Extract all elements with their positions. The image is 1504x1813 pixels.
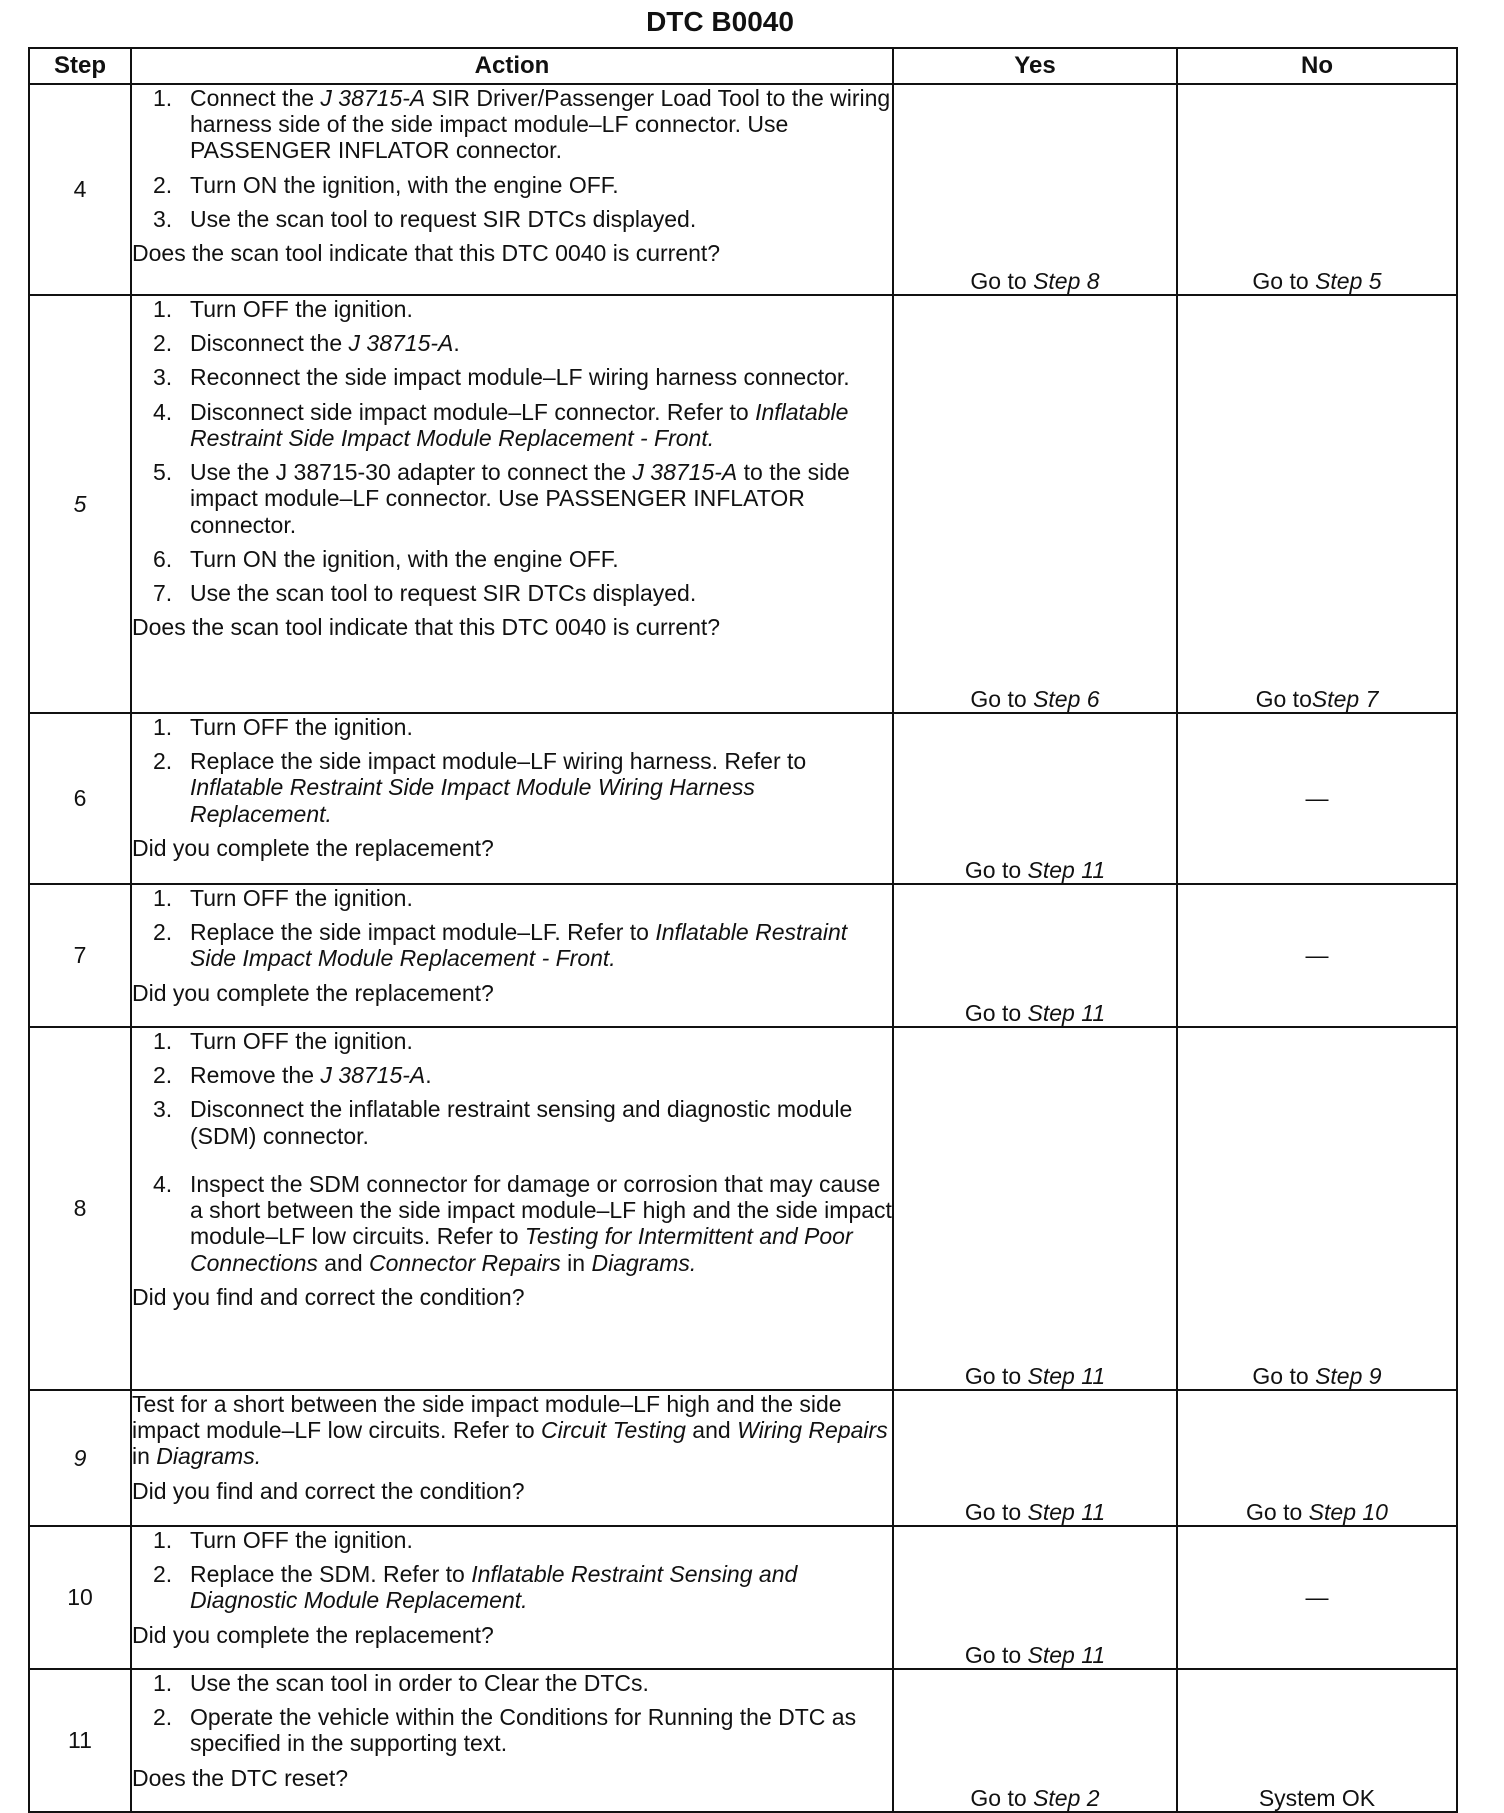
action-text: Disconnect the inflatable restraint sensing and diagnostic module (SDM) connector. [190, 1096, 853, 1149]
action-text: in [132, 1443, 157, 1470]
yes-cell [893, 884, 1177, 1027]
no-target: Step 9 [1315, 1362, 1382, 1389]
step-item-number: 3. [153, 205, 173, 232]
action-step [132, 1096, 892, 1148]
action-text: Reconnect the side impact module–LF wiring harness connector. [190, 364, 850, 391]
action-text: Turn OFF the ignition. [190, 885, 413, 911]
action-text: Turn OFF the ignition. [190, 1028, 413, 1054]
yes-cell [893, 1390, 1177, 1526]
yes-cell [893, 84, 1177, 295]
action-text: Disconnect side impact module–LF connector. Refer to [190, 398, 756, 425]
action-step [132, 1704, 892, 1756]
step-item-number: 6. [153, 545, 173, 572]
step-item-number: 2. [153, 748, 173, 775]
step-item-number: 3. [153, 364, 173, 391]
yes-cell [893, 295, 1177, 713]
table-row [29, 295, 1457, 713]
action-steps [132, 714, 892, 827]
step-item-number: 2. [153, 1062, 173, 1089]
yes-cell [893, 1027, 1177, 1390]
action-text: and [317, 1249, 370, 1276]
reference-text: Wiring Repairs [737, 1417, 888, 1444]
yes-cell [893, 1526, 1177, 1669]
action-text: SIR Driver/Passenger Load Tool to the wiring harness side of the side impact module–LF connector. Use PASSENGER INFLATOR connector. [190, 85, 891, 164]
step-number: 9 [29, 1390, 131, 1526]
yes-prefix: Go to [964, 856, 1028, 883]
yes-target: Step 11 [1027, 1362, 1106, 1389]
action-cell [131, 713, 893, 884]
header-row [29, 48, 1457, 84]
table-row [29, 1027, 1457, 1390]
reference-text: J 38715-A [632, 459, 738, 486]
step-item-number: 7. [153, 579, 173, 606]
step-item-number: 4. [153, 398, 173, 425]
action-question: Did you find and correct the condition? [132, 1283, 525, 1310]
action-steps [132, 296, 892, 606]
action-cell [131, 1390, 893, 1526]
yes-target: Step 8 [1033, 267, 1100, 294]
step-number: 4 [29, 84, 131, 295]
step-number: 5 [29, 295, 131, 713]
action-step [132, 459, 892, 538]
no-target: Step 5 [1315, 267, 1382, 294]
action-steps [132, 1527, 892, 1614]
step-item-number: 5. [153, 459, 173, 486]
step-item-number: 2. [153, 171, 173, 198]
table-row [29, 1526, 1457, 1669]
yes-prefix: Go to [964, 1498, 1028, 1525]
step-number: 10 [29, 1526, 131, 1669]
table-row [29, 84, 1457, 295]
table-row [29, 884, 1457, 1027]
no-dash: — [1305, 1584, 1329, 1611]
action-text: Replace the side impact module–LF. Refer to [190, 919, 656, 946]
action-step [132, 1171, 892, 1276]
no-cell [1177, 1027, 1457, 1390]
action-step [132, 1527, 892, 1553]
action-step [132, 748, 892, 827]
yes-cell [893, 713, 1177, 884]
action-text: Inspect the SDM connector for damage or corrosion that may cause a short between the side impact module–LF high and the side impact module–LF low circuits. Refer to [190, 1170, 892, 1250]
action-cell [131, 295, 893, 713]
no-cell [1177, 1390, 1457, 1526]
action-text: Test for a short between the side impact module–LF high and the side impact module–LF low circuits. Refer to [132, 1391, 842, 1444]
reference-text: Inflatable Restraint Side Impact Module Replacement - Front. [190, 919, 848, 972]
no-target: Step 10 [1308, 1498, 1388, 1525]
action-step [132, 714, 892, 740]
yes-target: Step 11 [1027, 856, 1106, 883]
action-steps [132, 1028, 892, 1276]
action-question: Did you complete the replacement? [132, 1621, 494, 1648]
yes-prefix: Go to [964, 1362, 1028, 1389]
no-prefix: Go to [1255, 685, 1312, 712]
yes-cell [893, 1669, 1177, 1812]
action-text: . [425, 1062, 432, 1089]
step-item-number: 1. [153, 85, 173, 111]
step-number: 8 [29, 1027, 131, 1390]
header-no: No [1177, 48, 1457, 84]
step-item-number: 1. [153, 714, 173, 740]
action-step [132, 1561, 892, 1613]
action-question: Does the scan tool indicate that this DTC 0040 is current? [132, 240, 721, 267]
header-step: Step [29, 48, 131, 84]
reference-text: J 38715-A [320, 85, 426, 111]
action-step [132, 1062, 892, 1088]
action-step [132, 546, 892, 572]
action-text: Operate the vehicle within the Conditions for Running the DTC as specified in the supporting text. [190, 1704, 857, 1757]
reference-text: Inflatable Restraint Side Impact Module Replacement - Front. [190, 398, 849, 451]
action-text: Use the scan tool to request SIR DTCs displayed. [190, 205, 697, 232]
step-item-number: 2. [153, 330, 173, 357]
reference-text: Connector Repairs [369, 1249, 561, 1276]
action-text: . [453, 330, 460, 357]
action-text: Use the J 38715-30 adapter to connect the [190, 459, 633, 486]
yes-target: Step 11 [1027, 999, 1106, 1026]
action-step [132, 364, 892, 390]
table-row [29, 1669, 1457, 1812]
action-question: Did you find and correct the condition? [132, 1477, 525, 1504]
action-text: Replace the side impact module–LF wiring harness. Refer to [190, 748, 807, 775]
step-item-number: 1. [153, 1527, 173, 1553]
step-number: 6 [29, 713, 131, 884]
action-step [132, 296, 892, 322]
step-item-number: 4. [153, 1170, 173, 1197]
action-step [132, 1670, 892, 1696]
step-item-number: 2. [153, 1704, 173, 1731]
no-cell [1177, 713, 1457, 884]
action-step [132, 172, 892, 198]
header-action: Action [131, 48, 893, 84]
action-steps [132, 1670, 892, 1757]
no-prefix: Go to [1252, 1362, 1316, 1389]
step-item-number: 1. [153, 1028, 173, 1054]
reference-text: Circuit Testing [541, 1417, 686, 1444]
step-number: 7 [29, 884, 131, 1027]
diagnostic-table [28, 47, 1458, 1813]
step-item-number: 3. [153, 1096, 173, 1123]
no-prefix: Go to [1246, 1498, 1309, 1525]
yes-target: Step 6 [1033, 685, 1100, 712]
no-cell [1177, 1669, 1457, 1812]
action-cell [131, 1027, 893, 1390]
action-question: Did you complete the replacement? [132, 979, 494, 1006]
action-text: Disconnect the [190, 330, 349, 357]
action-cell [131, 84, 893, 295]
reference-text: Diagrams. [156, 1443, 262, 1470]
step-item-number: 1. [153, 1670, 173, 1696]
action-text: to the side impact module–LF connector. Use PASSENGER INFLATOR connector. [190, 459, 850, 538]
no-cell [1177, 1526, 1457, 1669]
yes-target: Step 11 [1027, 1641, 1106, 1668]
action-text: in [560, 1249, 592, 1276]
reference-text: Diagrams. [591, 1249, 697, 1276]
action-text: Connect the [190, 85, 321, 111]
step-item-number: 1. [153, 296, 173, 322]
yes-prefix: Go to [964, 999, 1028, 1026]
table-row [29, 713, 1457, 884]
action-step [132, 580, 892, 606]
action-step [132, 885, 892, 911]
no-dash: — [1305, 942, 1329, 969]
action-text: Use the scan tool in order to Clear the DTCs. [190, 1670, 649, 1696]
page-title: DTC B0040 [646, 6, 794, 37]
action-step [132, 206, 892, 232]
no-target: Step 7 [1311, 685, 1379, 712]
action-step [132, 85, 892, 164]
action-question: Does the DTC reset? [132, 1764, 349, 1791]
action-cell [131, 884, 893, 1027]
action-text: Turn OFF the ignition. [190, 1527, 413, 1553]
action-step [132, 330, 892, 356]
action-step [132, 1028, 892, 1054]
action-step [132, 919, 892, 971]
no-cell [1177, 84, 1457, 295]
no-result: System OK [1258, 1784, 1376, 1811]
step-item-number: 2. [153, 919, 173, 946]
action-paragraph [132, 1391, 892, 1470]
table-row [29, 1390, 1457, 1526]
action-question: Did you complete the replacement? [132, 834, 494, 861]
reference-text: J 38715-A [320, 1062, 426, 1089]
step-item-number: 1. [153, 885, 173, 911]
action-question: Does the scan tool indicate that this DTC 0040 is current? [132, 614, 721, 641]
reference-text: J 38715-A [348, 330, 454, 357]
action-steps [132, 85, 892, 232]
table-body [29, 84, 1457, 1812]
reference-text: Inflatable Restraint Sensing and Diagnostic Module Replacement. [190, 1561, 798, 1614]
yes-prefix: Go to [964, 1641, 1028, 1668]
no-cell [1177, 295, 1457, 713]
header-yes: Yes [893, 48, 1177, 84]
action-text: Replace the SDM. Refer to [190, 1561, 472, 1588]
no-dash: — [1305, 785, 1329, 812]
step-number: 11 [29, 1669, 131, 1812]
yes-prefix: Go to [970, 267, 1034, 294]
no-prefix: Go to [1252, 267, 1316, 294]
action-step [132, 399, 892, 451]
step-item-number: 2. [153, 1561, 173, 1588]
action-text: and [685, 1417, 738, 1444]
reference-text: Inflatable Restraint Side Impact Module Wiring Harness Replacement. [190, 774, 755, 827]
action-cell [131, 1669, 893, 1812]
no-cell [1177, 884, 1457, 1027]
yes-prefix: Go to [970, 685, 1034, 712]
yes-target: Step 11 [1027, 1498, 1106, 1525]
action-text: Remove the [190, 1062, 321, 1089]
yes-prefix: Go to [970, 1784, 1034, 1811]
action-text: Turn ON the ignition, with the engine OFF. [190, 545, 619, 572]
action-text: Use the scan tool to request SIR DTCs displayed. [190, 579, 697, 606]
action-text: Turn ON the ignition, with the engine OFF. [190, 171, 619, 198]
action-text: Turn OFF the ignition. [190, 296, 413, 322]
action-steps [132, 885, 892, 972]
action-text: Turn OFF the ignition. [190, 714, 413, 740]
reference-text: Testing for Intermittent and Poor Connections [190, 1223, 853, 1276]
yes-target: Step 2 [1033, 1784, 1100, 1811]
action-cell [131, 1526, 893, 1669]
